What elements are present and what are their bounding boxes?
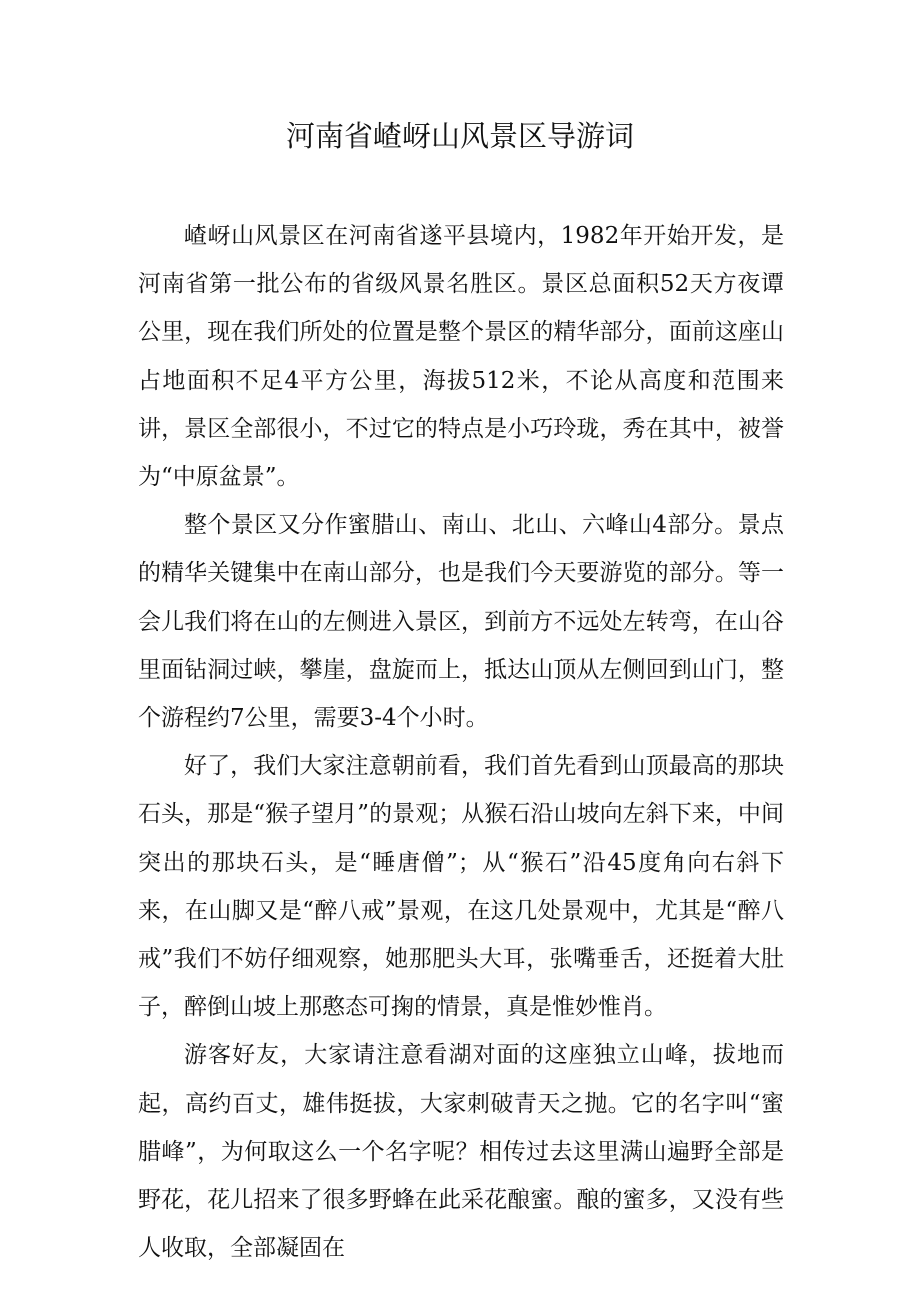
document-title: 河南省嵖岈山风景区导游词 bbox=[285, 119, 634, 153]
document-body bbox=[138, 212, 784, 1272]
paragraph-1: 嵖岈山风景区在河南省遂平县境内，1982年开始开发，是河南省第一批公布的省级风景名胜区。景区总面积52天方夜谭公里，现在我们所处的位置是整个景区的精华部分，面前这座山占地面积不足4平方公里，海拔512米，不论从高度和范围来讲，景区全部很小，不过它的特点是小巧玲珑，秀在其中，被誉为“中原盆景”。 bbox=[138, 223, 784, 491]
paragraph-4: 游客好友，大家请注意看湖对面的这座独立山峰，拔地而起，高约百丈，雄伟挺拔，大家刺破青天之抛。它的名字叫“蜜腊峰”，为何取这么一个名字呢？相传过去这里满山遍野全部是野花，花儿招来了很多野蜂在此采花酿蜜。酿的蜜多，又没有些人收取，全部凝固在 bbox=[138, 1042, 784, 1262]
paragraph-2: 整个景区又分作蜜腊山、南山、北山、六峰山4部分。景点的精华关键集中在南山部分，也是我们今天要游览的部分。等一会儿我们将在山的左侧进入景区，到前方不远处左转弯，在山谷里面钻洞过峡，攀崖，盘旋而上，抵达山顶从左侧回到山门，整个游程约7公里，需要3-4个小时。 bbox=[138, 512, 784, 732]
paragraph-3: 好了，我们大家注意朝前看，我们首先看到山顶最高的那块石头，那是“猴子望月”的景观；从猴石沿山坡向左斜下来，中间突出的那块石头，是“睡唐僧”；从“猴石”沿45度角向右斜下来，在山脚又是“醉八戒”景观，在这几处景观中，尤其是“醉八戒”我们不妨仔细观察，她那肥头大耳，张嘴垂舌，还挺着大肚子，醉倒山坡上那憨态可掬的情景，真是惟妙惟肖。 bbox=[138, 753, 784, 1021]
